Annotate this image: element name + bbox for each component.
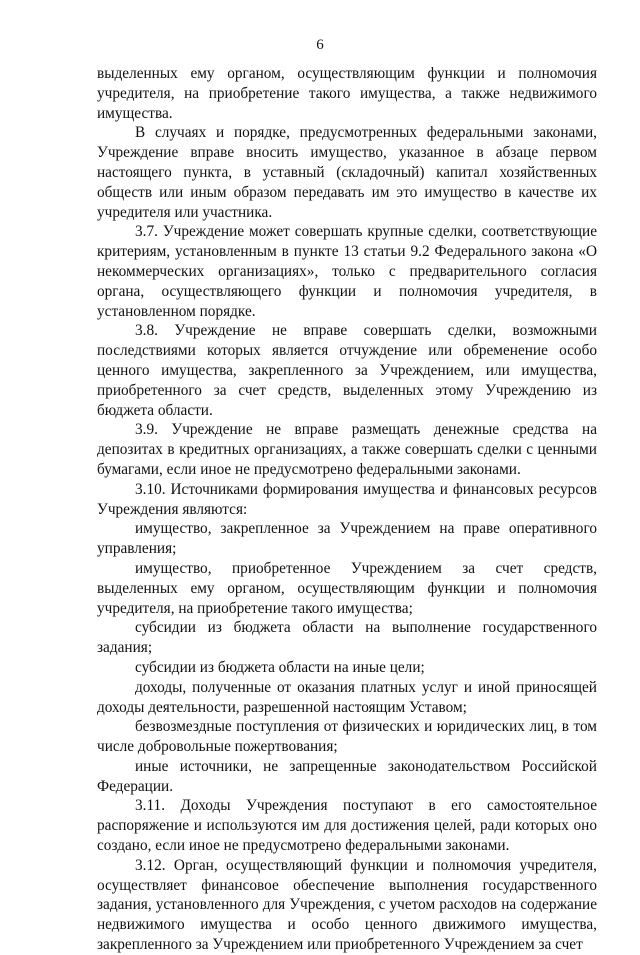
paragraph-3-9: 3.9. Учреждение не вправе размещать денежные средства на депозитах в кредитных организациях, а также совершать сделки с ценными бумагами, если иное не предусмотрено федеральными законами. bbox=[97, 421, 597, 478]
page-number: 6 bbox=[316, 37, 324, 53]
list-item-other-subsidies: субсидии из бюджета области на иные цели; bbox=[135, 658, 425, 676]
list-item-paid-services-income: доходы, полученные от оказания платных услуг и иной приносящей доходы деятельности, разрешенной настоящим Уставом; bbox=[97, 678, 597, 716]
list-item-state-task-subsidies: субсидии из бюджета области на выполнение государственного задания; bbox=[97, 619, 597, 657]
paragraph-3-11: 3.11. Доходы Учреждения поступают в его самостоятельное распоряжение и используются им для достижения целей, ради которых оно создано, если иное не предусмотрено федеральными законами. bbox=[97, 797, 597, 855]
list-item-other-sources: иные источники, не запрещенные законодательством Российской Федерации. bbox=[97, 757, 597, 795]
paragraph-property-contribution: В случаях и порядке, предусмотренных федеральными законами, Учреждение вправе вносить имущество, указанное в абзаце первом настоящего пункта, в уставный (складочный) капитал хозяйственных обществ или иным образом передавать им это имущество в качестве их учредителя или участника. bbox=[97, 124, 597, 221]
document-body bbox=[97, 64, 597, 955]
paragraph-3-12: 3.12. Орган, осуществляющий функции и полномочия учредителя, осуществляет финансовое обеспечение выполнения государственного задания, установленного для Учреждения, с учетом расходов на содержание недвижимого имущества и особо ценного движимого имущества, закрепленного за Учреждением или приобретенного Учреждением за счет bbox=[97, 856, 597, 954]
list-item-donations: безвозмездные поступления от физических и юридических лиц, в том числе добровольные пожертвования; bbox=[97, 718, 597, 756]
paragraph-3-8: 3.8. Учреждение не вправе совершать сделки, возможными последствиями которых является отчуждение или обременение особо ценного имущества, закрепленного за Учреждением, или имущества, приобретенного за счет средств, выделенных этому Учреждению из бюджета области. bbox=[97, 322, 597, 419]
paragraph-3-7: 3.7. Учреждение может совершать крупные сделки, соответствующие критериям, установленным в пункте 13 статьи 9.2 Федерального закона «О некоммерческих организациях», только с предварительного согласия органа, осуществляющего функции и полномочия учредителя, в установленном порядке. bbox=[97, 223, 597, 320]
list-item-operational-property: имущество, закрепленное за Учреждением на праве оперативного управления; bbox=[97, 520, 597, 558]
list-item-acquired-property: имущество, приобретенное Учреждением за счет средств, выделенных ему органом, осуществляющим функции и полномочия учредителя, на приобретение такого имущества; bbox=[97, 559, 597, 617]
paragraph-continuation: выделенных ему органом, осуществляющим функции и полномочия учредителя, на приобретение такого имущества, а также недвижимого имущества. bbox=[97, 65, 597, 122]
paragraph-3-10: 3.10. Источниками формирования имущества и финансовых ресурсов Учреждения являются: bbox=[97, 480, 597, 518]
